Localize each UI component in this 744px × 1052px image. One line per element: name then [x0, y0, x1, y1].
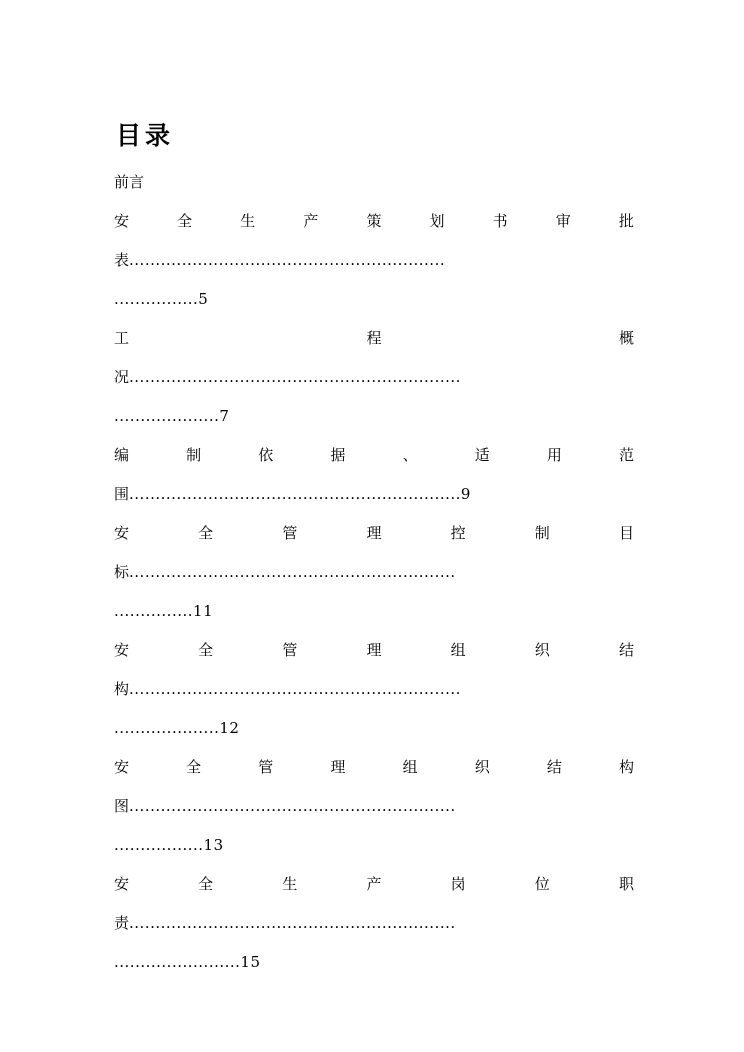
- toc-entry-char: 用: [546, 446, 562, 464]
- toc-entry-char: 批: [618, 212, 634, 230]
- toc-entry-page-line: [114, 404, 634, 428]
- toc-leader-dots: ..............................................................: [129, 797, 456, 815]
- toc-entry-tail: [114, 677, 634, 701]
- toc-entry-char: 制: [534, 524, 550, 542]
- toc-leader-page-number: ...............11: [114, 602, 214, 620]
- toc-entry-char: 组: [402, 758, 418, 776]
- toc-entry-char: 目: [618, 524, 634, 542]
- toc-leader-dots: ..............................................................: [129, 914, 456, 932]
- toc-entry-tail-char: 围: [114, 485, 130, 503]
- toc-entry-char: 安: [114, 212, 130, 230]
- toc-leader-page-number: ....................12: [114, 719, 240, 737]
- toc-entry-heading: [114, 443, 634, 467]
- toc-entry-char: 安: [114, 524, 130, 542]
- toc-entry-char: 安: [114, 758, 130, 776]
- toc-entry-page-line: [114, 833, 634, 857]
- toc-entry-char: 适: [474, 446, 490, 464]
- toc-entry-char: 安: [114, 641, 130, 659]
- toc-entry-char: 控: [450, 524, 466, 542]
- toc-entry-tail: [114, 482, 634, 506]
- toc-entry-page-line: [114, 599, 634, 623]
- toc-entry-tail-char: 表: [114, 251, 130, 269]
- toc-entry-tail-char: 况: [114, 368, 130, 386]
- toc-entry-heading: [114, 755, 634, 779]
- toc-leader-dots: ..............................................................: [129, 563, 456, 581]
- toc-entry-char: 策: [366, 212, 382, 230]
- toc-entry-tail: [114, 560, 634, 584]
- toc-entry-tail-char: 图: [114, 797, 130, 815]
- toc-entry-char: 全: [198, 875, 214, 893]
- toc-entry-char: 管: [258, 758, 274, 776]
- toc-entry-page-line: [114, 287, 634, 311]
- toc-entry-char: 工: [114, 329, 130, 347]
- toc-entry-char: 产: [366, 875, 382, 893]
- toc-leader-page-number: ....................7: [114, 407, 230, 425]
- toc-entry-char: 编: [114, 446, 130, 464]
- toc-entry-char: 审: [555, 212, 571, 230]
- toc-entry-char: 概: [618, 329, 634, 347]
- toc-entry-char: 织: [474, 758, 490, 776]
- toc-entry-char: 结: [546, 758, 562, 776]
- toc-entry-tail-char: 构: [114, 680, 130, 698]
- toc-entry-char: 理: [366, 641, 382, 659]
- toc-entry-char: 全: [198, 524, 214, 542]
- toc-entry-char: 程: [366, 329, 382, 347]
- toc-entry-tail: [114, 794, 634, 818]
- toc-entry-char: 职: [618, 875, 634, 893]
- toc-entry-char: 管: [282, 641, 298, 659]
- toc-leader-dots: ...............................................................9: [129, 485, 471, 503]
- toc-entry-char: 安: [114, 875, 130, 893]
- toc-entry-heading: [114, 326, 634, 350]
- toc-entry-char: 岗: [450, 875, 466, 893]
- toc-entry-tail: [114, 248, 634, 272]
- toc-entry-char: 制: [186, 446, 202, 464]
- toc-entry-char: 全: [186, 758, 202, 776]
- toc-entry-tail: [114, 911, 634, 935]
- toc-entry-char: 结: [618, 641, 634, 659]
- toc-entry-char: 管: [282, 524, 298, 542]
- toc-preface: 前言: [114, 173, 145, 191]
- toc-entry-char: 依: [258, 446, 274, 464]
- toc-entry-char: 书: [492, 212, 508, 230]
- toc-leader-dots: ...............................................................: [129, 368, 461, 386]
- toc-leader-page-number: .................13: [114, 836, 224, 854]
- toc-entry-char: 据: [330, 446, 346, 464]
- toc-leader-dots: ...............................................................: [129, 680, 461, 698]
- toc-entry-char: 构: [618, 758, 634, 776]
- toc-entry-page-line: [114, 950, 634, 974]
- toc-entry-char: 划: [429, 212, 445, 230]
- toc-entry-char: 织: [534, 641, 550, 659]
- toc-entry-heading: [114, 872, 634, 896]
- toc-entry-char: 组: [450, 641, 466, 659]
- toc-entry-tail-char: 标: [114, 563, 130, 581]
- toc-entry-char: 范: [618, 446, 634, 464]
- toc-title: 目录: [116, 121, 175, 150]
- toc-entry-char: 生: [282, 875, 298, 893]
- toc-entry-tail-char: 责: [114, 914, 130, 932]
- toc-leader-dots: ............................................................: [129, 251, 446, 269]
- toc-entry-char: 生: [240, 212, 256, 230]
- toc-entry-page-line: [114, 716, 634, 740]
- toc-entry-tail: [114, 365, 634, 389]
- toc-leader-page-number: ................5: [114, 290, 209, 308]
- toc-entry-heading: [114, 209, 634, 233]
- toc-entry-heading: [114, 638, 634, 662]
- toc-leader-page-number: ........................15: [114, 953, 261, 971]
- toc-entry-char: 全: [198, 641, 214, 659]
- toc-entry-char: 、: [402, 446, 418, 464]
- toc-entry-heading: [114, 521, 634, 545]
- toc-entry-char: 全: [177, 212, 193, 230]
- toc-entry-char: 理: [366, 524, 382, 542]
- toc-entry-char: 产: [303, 212, 319, 230]
- toc-entry-char: 理: [330, 758, 346, 776]
- toc-entry-char: 位: [534, 875, 550, 893]
